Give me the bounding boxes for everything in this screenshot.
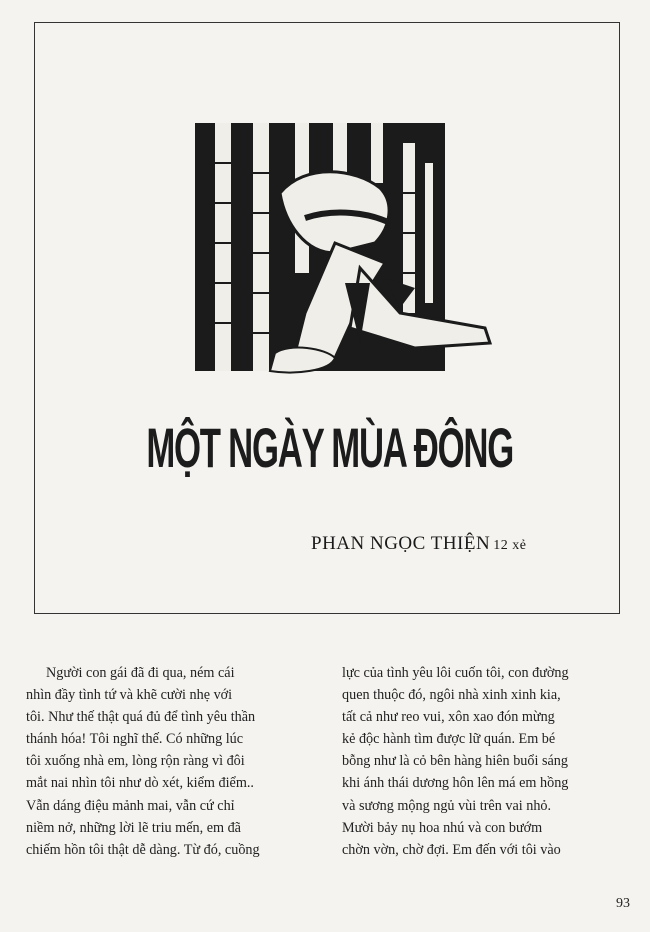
article-body — [26, 662, 632, 861]
text-line: nhìn đầy tình tứ và khẽ cười nhẹ với — [26, 687, 233, 704]
author-class: 12 xẻ — [493, 538, 527, 553]
text-line: tôi. Như thế thật quá đủ để tình yêu thần — [26, 709, 256, 726]
text-line: quen thuộc đó, ngôi nhà xinh xinh kia, — [342, 687, 561, 704]
text-line: và sương mộng ngủ vùi trên vai nhỏ. — [342, 797, 552, 814]
text-line: chờn vờn, chờ đợi. Em đến với tôi vào — [342, 841, 561, 858]
title-frame — [34, 22, 620, 614]
text-line: mắt nai nhìn tôi như dò xét, kiểm điểm.. — [26, 775, 254, 792]
text-line: niềm nở, những lời lẽ triu mến, em đã — [26, 819, 241, 836]
text-line: tôi xuống nhà em, lòng rộn ràng vì đôi — [26, 753, 245, 770]
text-line: Vẫn dáng điệu mảnh mai, vẫn cứ chỉ — [26, 797, 235, 814]
text-line: tất cả như reo vui, xôn xao đón mừng — [342, 709, 555, 726]
text-line: kẻ độc hành tìm được lữ quán. Em bé — [342, 731, 556, 748]
woman-sitting-behind-bars-illustration — [185, 103, 505, 393]
text-line: chiếm hồn tôi thật dễ dàng. Từ đó, cuồng — [26, 841, 260, 858]
left-column — [26, 662, 316, 861]
author-name: PHAN NGỌC THIỆN — [311, 533, 491, 554]
text-line: lực của tình yêu lôi cuốn tôi, con đường — [342, 665, 569, 681]
text-line: Người con gái đã đi qua, ném cái — [46, 665, 235, 681]
page-number: 93 — [616, 896, 630, 911]
text-line: thánh hóa! Tôi nghĩ thế. Có những lúc — [26, 731, 244, 748]
author-byline — [311, 533, 526, 555]
right-column — [342, 662, 632, 861]
text-line: bỗng như là cỏ bên hàng hiên buổi sáng — [342, 753, 568, 770]
text-line: khi ánh thái dương hôn lên má em hồng — [342, 775, 569, 792]
article-title: MỘT NGÀY MÙA ĐÔNG — [146, 416, 513, 479]
text-line: Mười bảy nụ hoa nhú và con bướm — [342, 819, 543, 836]
